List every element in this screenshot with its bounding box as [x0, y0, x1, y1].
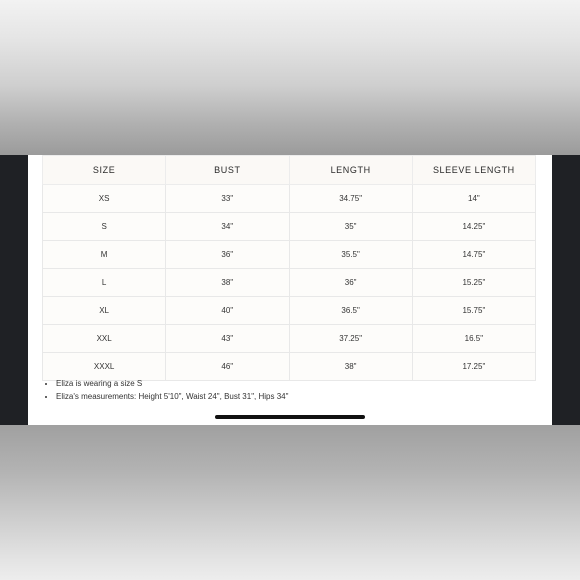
size-chart-table: [42, 155, 536, 381]
device-bezel-right: [552, 155, 580, 425]
cell-length: 36": [289, 269, 412, 297]
home-indicator-bar[interactable]: [215, 415, 365, 419]
table-row: [43, 185, 536, 213]
table-row: [43, 325, 536, 353]
cell-bust: 36'': [166, 241, 289, 269]
cell-bust: 43'': [166, 325, 289, 353]
background-bottom: [0, 425, 580, 580]
cell-length: 34.75": [289, 185, 412, 213]
cell-sleeve-length: 14.25": [412, 213, 535, 241]
table-row: [43, 213, 536, 241]
size-chart-screen: [28, 155, 552, 425]
header-sleeve-length: SLEEVE LENGTH: [412, 156, 535, 185]
cell-sleeve-length: 15.75": [412, 297, 535, 325]
note-model-measurements: • Eliza's measurements: Height 5'10", Waist 24", Bust 31", Hips 34": [56, 390, 288, 403]
cell-length: 35": [289, 213, 412, 241]
cell-size: XS: [43, 185, 166, 213]
cell-length: 36.5": [289, 297, 412, 325]
table-row: [43, 297, 536, 325]
cell-bust: 46'': [166, 353, 289, 381]
table-header-row: [43, 156, 536, 185]
cell-size: XXXL: [43, 353, 166, 381]
header-size: SIZE: [43, 156, 166, 185]
cell-sleeve-length: 17.25": [412, 353, 535, 381]
cell-sleeve-length: 14.75": [412, 241, 535, 269]
header-length: LENGTH: [289, 156, 412, 185]
cell-size: XXL: [43, 325, 166, 353]
cell-size: M: [43, 241, 166, 269]
background-top: [0, 0, 580, 155]
table-row: [43, 269, 536, 297]
note-model-size: • Eliza is wearing a size S: [56, 377, 288, 390]
cell-size: L: [43, 269, 166, 297]
cell-sleeve-length: 16.5": [412, 325, 535, 353]
table-row: [43, 241, 536, 269]
cell-sleeve-length: 15.25": [412, 269, 535, 297]
cell-sleeve-length: 14": [412, 185, 535, 213]
cell-bust: 34'': [166, 213, 289, 241]
cell-length: 37.25": [289, 325, 412, 353]
model-notes-list: [40, 377, 288, 403]
device-bezel-left: [0, 155, 28, 425]
cell-bust: 38'': [166, 269, 289, 297]
cell-bust: 40'': [166, 297, 289, 325]
cell-size: S: [43, 213, 166, 241]
cell-bust: 33'': [166, 185, 289, 213]
cell-size: XL: [43, 297, 166, 325]
cell-length: 38": [289, 353, 412, 381]
header-bust: BUST: [166, 156, 289, 185]
cell-length: 35.5": [289, 241, 412, 269]
